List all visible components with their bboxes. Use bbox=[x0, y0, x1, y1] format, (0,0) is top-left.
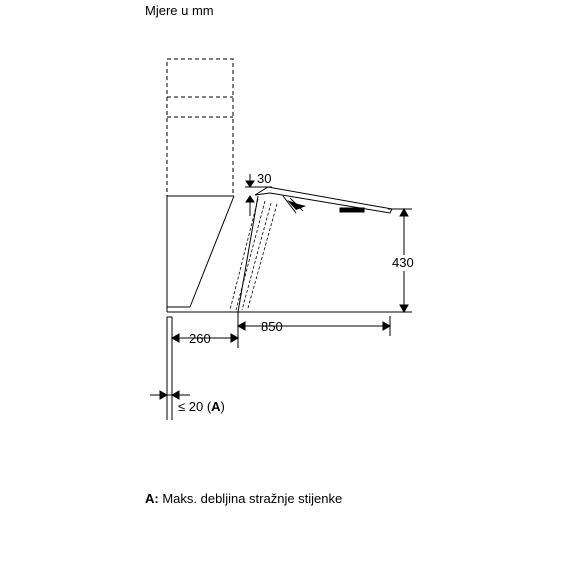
dimension-430 bbox=[238, 209, 412, 312]
footnote bbox=[145, 491, 342, 506]
dim-260-label: 260 bbox=[189, 331, 211, 346]
page-title: Mjere u mm bbox=[145, 3, 214, 18]
dim-30-label: 30 bbox=[257, 171, 272, 186]
wall bbox=[167, 317, 172, 420]
footnote-label: A: bbox=[145, 491, 159, 506]
chimney-outline bbox=[167, 59, 233, 196]
footnote-text: Maks. debljina stražnje stijenke bbox=[158, 491, 343, 506]
dim-850-label: 850 bbox=[261, 319, 283, 334]
dim-wall-label: ≤ 20 (A) bbox=[178, 399, 225, 414]
dim-430-label: 430 bbox=[392, 255, 414, 270]
panel-dashed-positions bbox=[230, 199, 277, 310]
